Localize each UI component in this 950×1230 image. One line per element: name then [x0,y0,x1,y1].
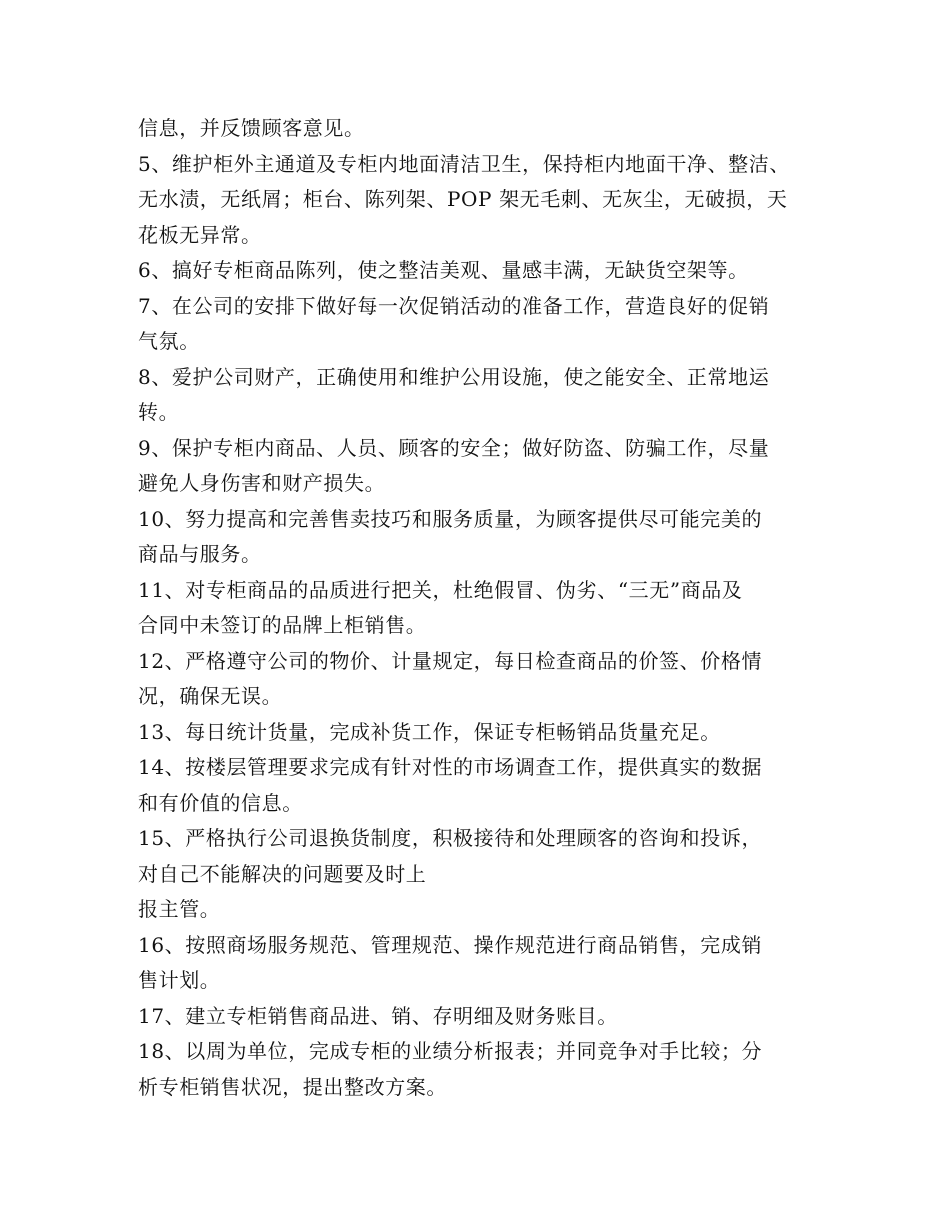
text-line: 转。 [138,400,180,424]
text-line: 6、搞好专柜商品陈列，使之整洁美观、量感丰满，无缺货空架等。 [138,258,749,282]
text-line: 16、按照商场服务规范、管理规范、操作规范进行商品销售，完成销 [138,932,763,957]
text-line: 商品与服务。 [138,542,262,566]
text-line: 售计划。 [138,968,221,992]
text-line: 14、按楼层管理要求完成有针对性的市场调查工作，提供真实的数据 [138,755,763,779]
text-line: 11、对专柜商品的品质进行把关，杜绝假冒、伪劣、“三无”商品及 [138,577,743,602]
text-line: 和有价值的信息。 [138,790,303,815]
text-line: 信息，并反馈顾客意见。 [138,116,365,140]
text-line: 析专柜销售状况，提出整改方案。 [138,1074,447,1099]
text-line: 15、严格执行公司退换货制度，积极接待和处理顾客的咨询和投诉， [138,826,763,850]
text-line: 10、努力提高和完善售卖技巧和服务质量，为顾客提供尽可能完美的 [138,506,763,531]
text-line: 7、在公司的安排下做好每一次促销活动的准备工作，营造良好的促销 [138,293,770,318]
text-line: 对自己不能解决的问题要及时上 [138,861,427,886]
text-line: 5、维护柜外主通道及专柜内地面清洁卫生，保持柜内地面干净、整洁、 [138,151,790,176]
text-line: 13、每日统计货量，完成补货工作，保证专柜畅销品货量充足。 [138,719,721,744]
text-line: 况，确保无误。 [138,684,283,708]
text-line: 报主管。 [138,897,221,921]
text-line: 合同中未签订的品牌上柜销售。 [138,613,427,637]
text-line: 18、以周为单位，完成专柜的业绩分析报表；并同竞争对手比较；分 [138,1039,763,1063]
document-body [138,111,828,1105]
text-line: 12、严格遵守公司的物价、计量规定，每日检查商品的价签、价格情 [138,648,763,673]
text-line: 17、建立专柜销售商品进、销、存明细及财务账目。 [138,1003,618,1028]
text-line: 避免人身伤害和财产损失。 [138,471,386,495]
text-line: 花板无异常。 [138,222,262,247]
text-line: 无水渍，无纸屑；柜台、陈列架、POP 架无毛刺、无灰尘，无破损，天 [138,187,788,211]
text-line: 9、保护专柜内商品、人员、顾客的安全；做好防盗、防骗工作，尽量 [138,435,770,460]
text-line: 气氛。 [138,329,200,353]
text-line: 8、爱护公司财产，正确使用和维护公用设施，使之能安全、正常地运 [138,364,770,389]
